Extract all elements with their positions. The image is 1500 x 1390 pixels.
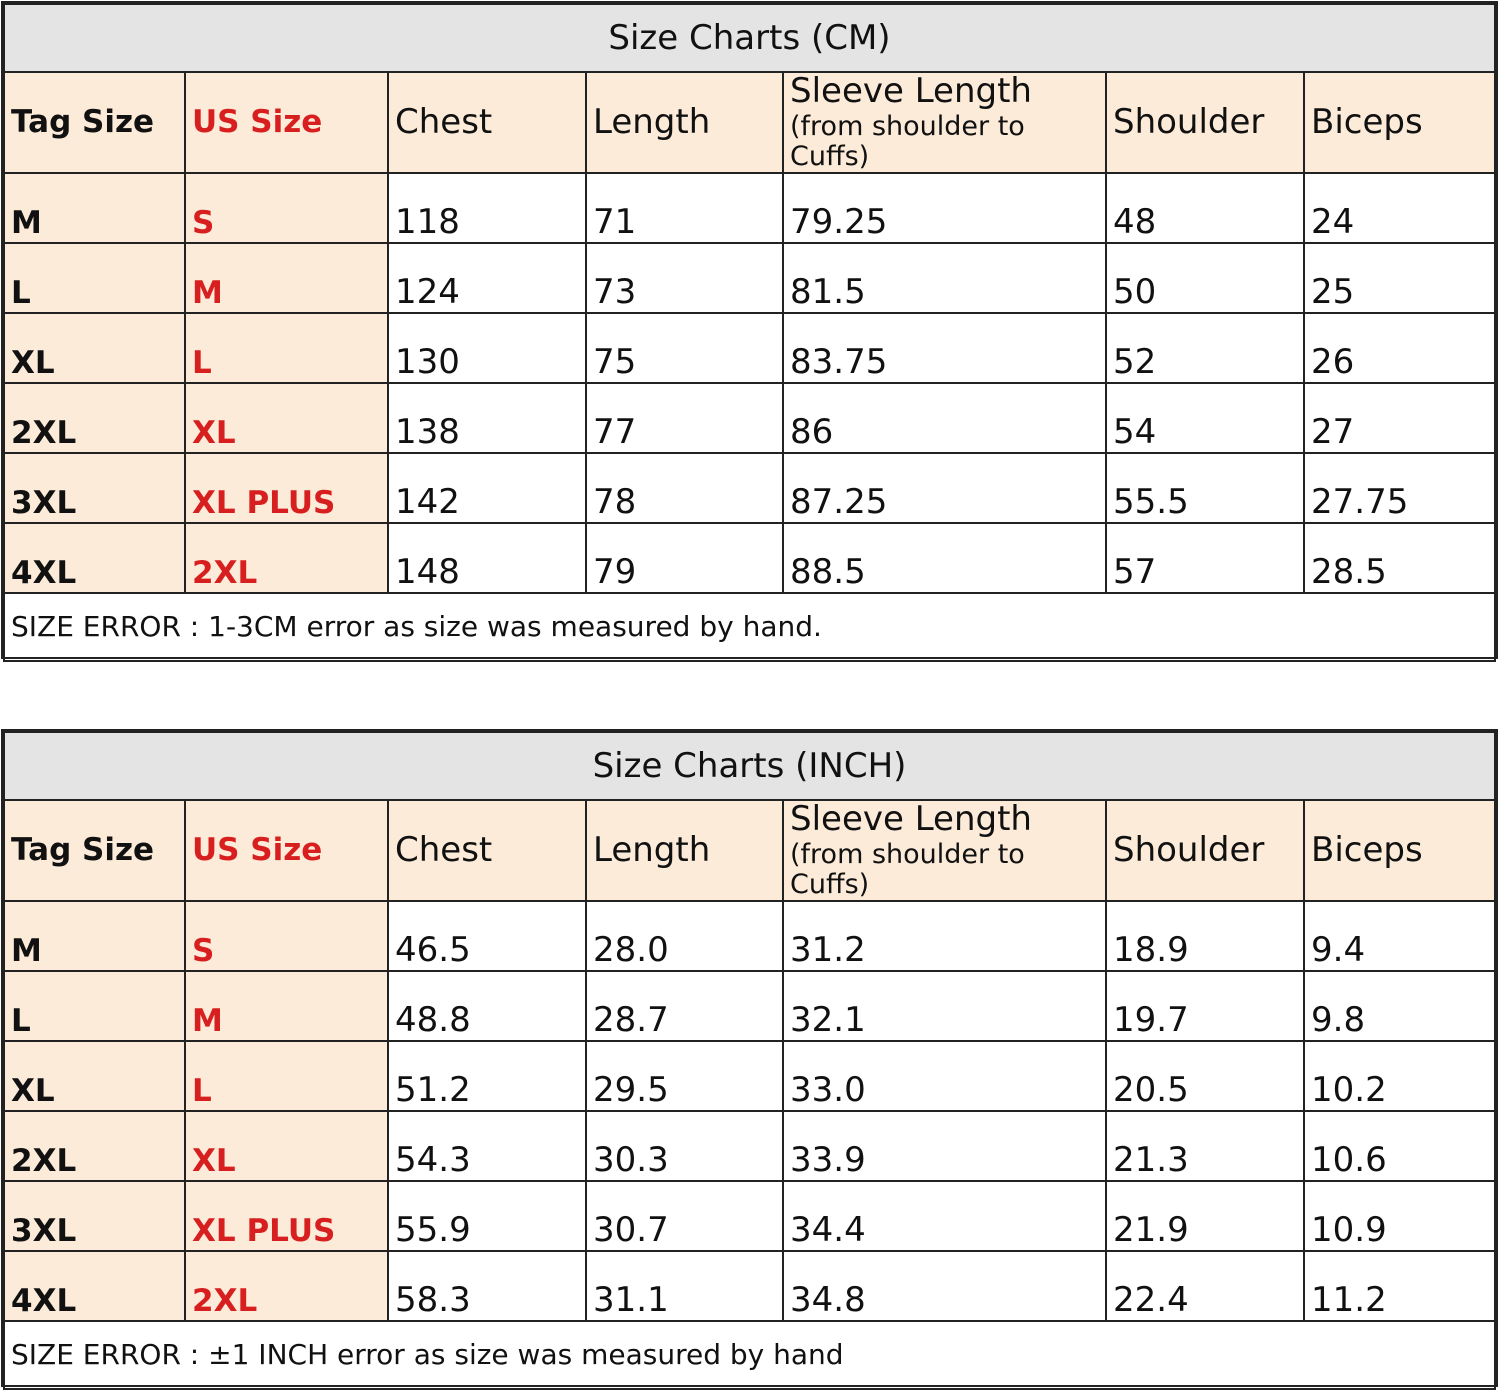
- tag-size-cell: 4XL: [4, 523, 185, 593]
- table-row: [4, 1181, 1495, 1251]
- measurement-cell: 28.5: [1304, 523, 1495, 593]
- us-size-cell: M: [185, 243, 388, 313]
- tag-size-cell: 3XL: [4, 453, 185, 523]
- us-size-cell: 2XL: [185, 1251, 388, 1321]
- table-row: [4, 453, 1495, 523]
- measurement-cell: 54: [1106, 383, 1304, 453]
- measurement-cell: 138: [388, 383, 586, 453]
- table-row: [4, 1041, 1495, 1111]
- sleeve-length-header: [783, 800, 1106, 901]
- measurement-cell: 33.0: [783, 1041, 1106, 1111]
- tag-size-cell: XL: [4, 1041, 185, 1111]
- measurement-cell: 86: [783, 383, 1106, 453]
- measurement-cell: 75: [586, 313, 783, 383]
- measurement-cell: 34.8: [783, 1251, 1106, 1321]
- measurement-cell: 50: [1106, 243, 1304, 313]
- measurement-cell: 73: [586, 243, 783, 313]
- measurement-cell: 9.4: [1304, 901, 1495, 971]
- measurement-cell: 10.6: [1304, 1111, 1495, 1181]
- us-size-cell: S: [185, 901, 388, 971]
- tag-size-header: Tag Size: [4, 800, 185, 901]
- tag-size-header: Tag Size: [4, 72, 185, 173]
- chart-title: Size Charts (INCH): [4, 732, 1495, 800]
- tag-size-cell: 2XL: [4, 1111, 185, 1181]
- measurement-cell: 55.5: [1106, 453, 1304, 523]
- size-table: [3, 3, 1496, 662]
- measurement-cell: 9.8: [1304, 971, 1495, 1041]
- measurement-cell: 11.2: [1304, 1251, 1495, 1321]
- chest-header: Chest: [388, 800, 586, 901]
- us-size-header: US Size: [185, 800, 388, 901]
- tag-size-cell: M: [4, 173, 185, 243]
- chart-title: Size Charts (CM): [4, 4, 1495, 72]
- us-size-cell: M: [185, 971, 388, 1041]
- us-size-cell: L: [185, 313, 388, 383]
- biceps-header: Biceps: [1304, 72, 1495, 173]
- measurement-cell: 52: [1106, 313, 1304, 383]
- measurement-cell: 130: [388, 313, 586, 383]
- us-size-header: US Size: [185, 72, 388, 173]
- measurement-cell: 22.4: [1106, 1251, 1304, 1321]
- measurement-cell: 124: [388, 243, 586, 313]
- measurement-cell: 18.9: [1106, 901, 1304, 971]
- size-table: [3, 731, 1496, 1390]
- tag-size-cell: M: [4, 901, 185, 971]
- measurement-cell: 78: [586, 453, 783, 523]
- table-row: [4, 901, 1495, 971]
- tag-size-cell: L: [4, 243, 185, 313]
- measurement-cell: 83.75: [783, 313, 1106, 383]
- length-header: Length: [586, 72, 783, 173]
- measurement-cell: 21.9: [1106, 1181, 1304, 1251]
- measurement-cell: 88.5: [783, 523, 1106, 593]
- sleeve-length-label: Sleeve Length: [790, 71, 1032, 111]
- measurement-cell: 30.7: [586, 1181, 783, 1251]
- tag-size-cell: XL: [4, 313, 185, 383]
- tag-size-cell: 2XL: [4, 383, 185, 453]
- measurement-cell: 148: [388, 523, 586, 593]
- measurement-cell: 27: [1304, 383, 1495, 453]
- measurement-cell: 33.9: [783, 1111, 1106, 1181]
- tag-size-cell: L: [4, 971, 185, 1041]
- us-size-cell: S: [185, 173, 388, 243]
- measurement-cell: 57: [1106, 523, 1304, 593]
- us-size-cell: 2XL: [185, 523, 388, 593]
- table-row: [4, 971, 1495, 1041]
- measurement-cell: 30.3: [586, 1111, 783, 1181]
- measurement-cell: 48: [1106, 173, 1304, 243]
- us-size-cell: XL PLUS: [185, 1181, 388, 1251]
- measurement-cell: 20.5: [1106, 1041, 1304, 1111]
- table-row: [4, 1251, 1495, 1321]
- measurement-cell: 28.7: [586, 971, 783, 1041]
- measurement-cell: 79: [586, 523, 783, 593]
- sleeve-length-header: [783, 72, 1106, 173]
- tag-size-cell: 4XL: [4, 1251, 185, 1321]
- chest-header: Chest: [388, 72, 586, 173]
- measurement-cell: 55.9: [388, 1181, 586, 1251]
- table-row: [4, 313, 1495, 383]
- measurement-cell: 79.25: [783, 173, 1106, 243]
- us-size-cell: XL PLUS: [185, 453, 388, 523]
- us-size-cell: L: [185, 1041, 388, 1111]
- measurement-cell: 28.0: [586, 901, 783, 971]
- table-row: [4, 243, 1495, 313]
- measurement-cell: 87.25: [783, 453, 1106, 523]
- size-chart-cm: [1, 1, 1498, 659]
- shoulder-header: Shoulder: [1106, 72, 1304, 173]
- measurement-cell: 34.4: [783, 1181, 1106, 1251]
- size-chart-inch: [1, 729, 1498, 1387]
- table-row: [4, 523, 1495, 593]
- measurement-cell: 32.1: [783, 971, 1106, 1041]
- us-size-cell: XL: [185, 1111, 388, 1181]
- table-row: [4, 173, 1495, 243]
- size-error-note: SIZE ERROR : 1-3CM error as size was measured by hand.: [4, 593, 1495, 661]
- shoulder-header: Shoulder: [1106, 800, 1304, 901]
- measurement-cell: 31.2: [783, 901, 1106, 971]
- measurement-cell: 31.1: [586, 1251, 783, 1321]
- sleeve-length-subtitle: (from shoulder to Cuffs): [790, 839, 1025, 901]
- measurement-cell: 27.75: [1304, 453, 1495, 523]
- measurement-cell: 118: [388, 173, 586, 243]
- biceps-header: Biceps: [1304, 800, 1495, 901]
- measurement-cell: 51.2: [388, 1041, 586, 1111]
- measurement-cell: 24: [1304, 173, 1495, 243]
- measurement-cell: 142: [388, 453, 586, 523]
- measurement-cell: 19.7: [1106, 971, 1304, 1041]
- length-header: Length: [586, 800, 783, 901]
- size-error-note: SIZE ERROR : ±1 INCH error as size was measured by hand: [4, 1321, 1495, 1389]
- measurement-cell: 46.5: [388, 901, 586, 971]
- measurement-cell: 10.9: [1304, 1181, 1495, 1251]
- measurement-cell: 81.5: [783, 243, 1106, 313]
- table-row: [4, 1111, 1495, 1181]
- sleeve-length-subtitle: (from shoulder to Cuffs): [790, 111, 1025, 173]
- measurement-cell: 77: [586, 383, 783, 453]
- us-size-cell: XL: [185, 383, 388, 453]
- tag-size-cell: 3XL: [4, 1181, 185, 1251]
- measurement-cell: 54.3: [388, 1111, 586, 1181]
- table-row: [4, 383, 1495, 453]
- sleeve-length-label: Sleeve Length: [790, 799, 1032, 839]
- measurement-cell: 10.2: [1304, 1041, 1495, 1111]
- measurement-cell: 48.8: [388, 971, 586, 1041]
- measurement-cell: 71: [586, 173, 783, 243]
- measurement-cell: 21.3: [1106, 1111, 1304, 1181]
- measurement-cell: 29.5: [586, 1041, 783, 1111]
- measurement-cell: 26: [1304, 313, 1495, 383]
- measurement-cell: 58.3: [388, 1251, 586, 1321]
- measurement-cell: 25: [1304, 243, 1495, 313]
